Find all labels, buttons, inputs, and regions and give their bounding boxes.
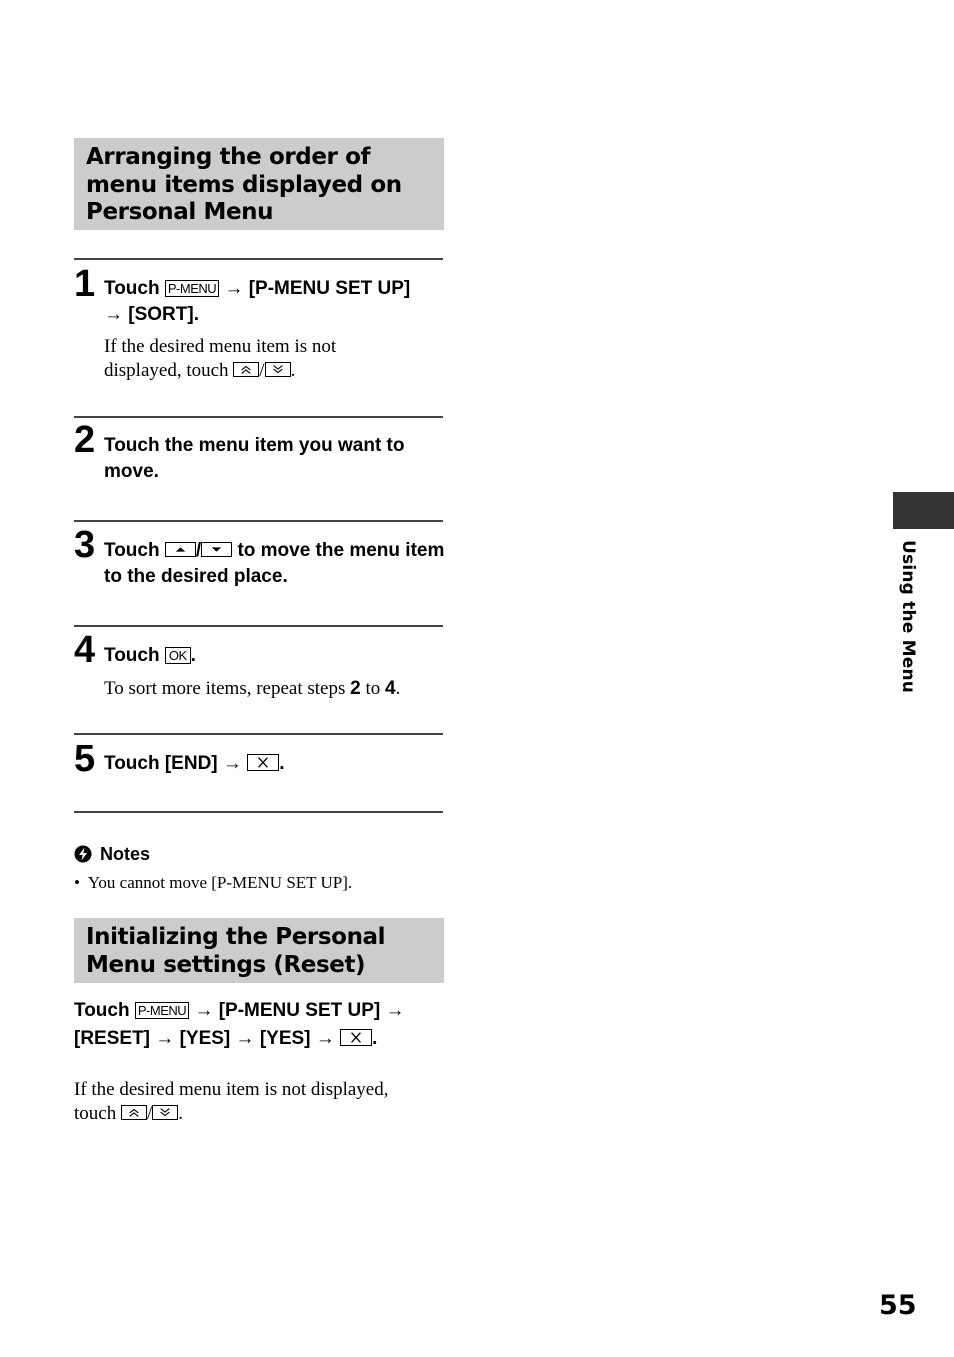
step-number: 2 [74, 419, 96, 461]
step-number: 1 [74, 263, 96, 305]
reset-note: If the desired menu item is not displayed, touch / . [74, 1079, 389, 1124]
step-instruction: Touch P-MENU → [P-MENU SET UP] → [SORT]. [104, 278, 411, 325]
section-heading-text: Initializing the Personal Menu settings (Reset) [86, 924, 386, 978]
step-divider [74, 625, 443, 627]
section-heading-initializing [74, 918, 444, 983]
step-divider [74, 258, 443, 260]
step-divider [74, 416, 443, 418]
scroll-up-icon [233, 362, 259, 377]
section-heading-text: Arranging the order of menu items displayed on Personal Menu [86, 144, 402, 225]
step-instruction: Touch / to move the menu item to the desired place. [104, 540, 445, 587]
step-note: To sort more items, repeat steps 2 to 4. [104, 678, 401, 699]
scroll-down-icon [265, 362, 291, 377]
step-divider [74, 811, 443, 813]
p-menu-key: P-MENU [135, 1002, 189, 1019]
close-icon [247, 754, 279, 771]
note-list-item: • You cannot move [P-MENU SET UP]. [74, 873, 353, 892]
page-number: 55 [879, 1290, 917, 1321]
notes-heading: Notes [74, 843, 150, 865]
step-number: 3 [74, 524, 96, 566]
scroll-down-icon [152, 1105, 178, 1120]
step-number: 4 [74, 629, 96, 671]
step-divider [74, 520, 443, 522]
caution-icon [74, 845, 92, 863]
p-menu-key: P-MENU [165, 280, 219, 297]
chapter-label: Using the Menu [898, 540, 918, 694]
step-number: 5 [74, 738, 96, 780]
reset-instruction: Touch P-MENU → [P-MENU SET UP] → [RESET] → [YES] → [YES] → . [74, 1000, 405, 1049]
chapter-tab [893, 492, 954, 529]
step-divider [74, 733, 443, 735]
move-down-icon [201, 542, 232, 557]
step-note: If the desired menu item is not displayed, touch / . [104, 336, 337, 381]
step-instruction: Touch OK . [104, 645, 196, 666]
section-heading-arranging [74, 138, 444, 230]
move-up-icon [165, 542, 196, 557]
scroll-up-icon [121, 1105, 147, 1120]
step-instruction: Touch the menu item you want to move. [104, 435, 405, 482]
close-icon [340, 1029, 372, 1046]
ok-key: OK [165, 647, 191, 664]
step-instruction: Touch [END] → . [104, 753, 285, 774]
